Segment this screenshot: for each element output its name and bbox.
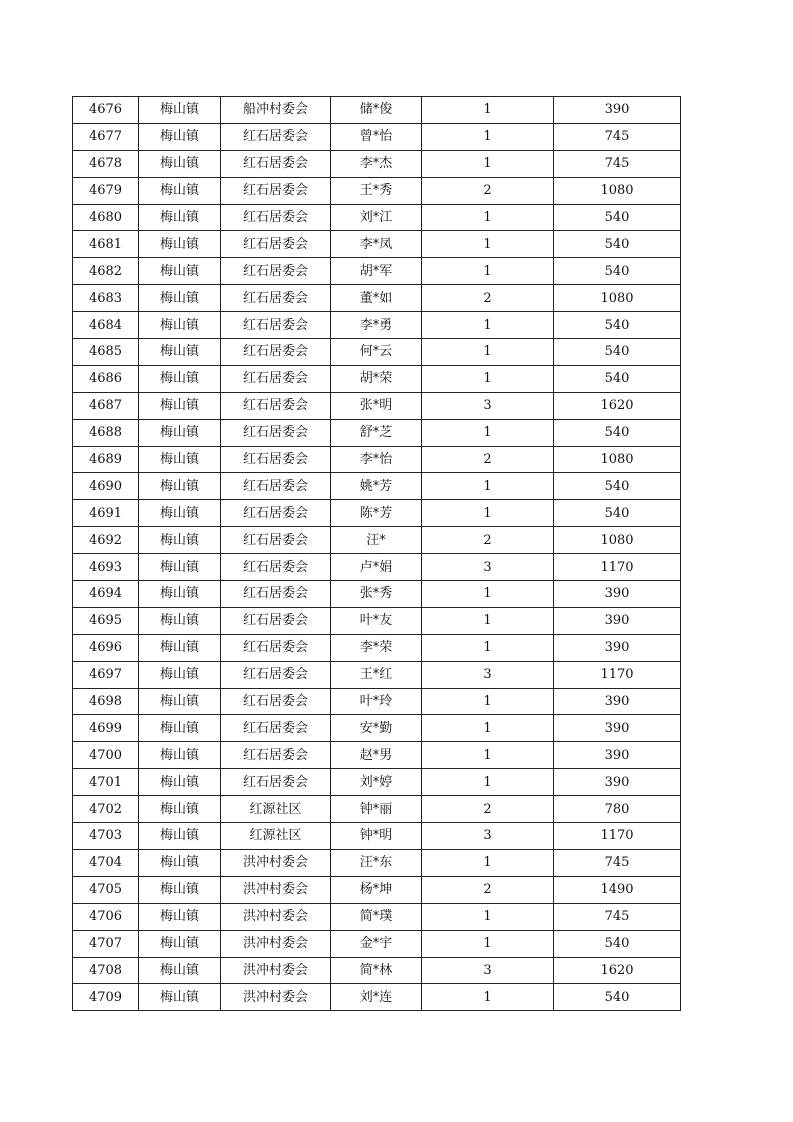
table-row	[73, 688, 681, 715]
count-cell: 3	[422, 823, 554, 850]
committee-cell: 红石居委会	[221, 554, 331, 581]
amount-cell: 1080	[554, 527, 681, 554]
record-id-cell: 4683	[73, 285, 139, 312]
table-row	[73, 177, 681, 204]
amount-cell: 1170	[554, 661, 681, 688]
town-cell: 梅山镇	[139, 500, 221, 527]
table-row	[73, 150, 681, 177]
amount-cell: 745	[554, 150, 681, 177]
record-id-cell: 4698	[73, 688, 139, 715]
town-cell: 梅山镇	[139, 634, 221, 661]
table-row	[73, 957, 681, 984]
count-cell: 1	[422, 258, 554, 285]
committee-cell: 红石居委会	[221, 527, 331, 554]
amount-cell: 540	[554, 419, 681, 446]
name-cell: 汪*东	[331, 849, 422, 876]
count-cell: 1	[422, 419, 554, 446]
town-cell: 梅山镇	[139, 419, 221, 446]
table-row	[73, 984, 681, 1011]
amount-cell: 780	[554, 796, 681, 823]
records-table-body	[73, 97, 681, 1011]
record-id-cell: 4708	[73, 957, 139, 984]
amount-cell: 1080	[554, 177, 681, 204]
amount-cell: 390	[554, 581, 681, 608]
name-cell: 张*秀	[331, 581, 422, 608]
town-cell: 梅山镇	[139, 150, 221, 177]
record-id-cell: 4684	[73, 312, 139, 339]
committee-cell: 红石居委会	[221, 715, 331, 742]
record-id-cell: 4699	[73, 715, 139, 742]
count-cell: 1	[422, 849, 554, 876]
town-cell: 梅山镇	[139, 581, 221, 608]
town-cell: 梅山镇	[139, 688, 221, 715]
amount-cell: 540	[554, 500, 681, 527]
town-cell: 梅山镇	[139, 204, 221, 231]
count-cell: 1	[422, 339, 554, 366]
committee-cell: 红石居委会	[221, 150, 331, 177]
count-cell: 1	[422, 930, 554, 957]
name-cell: 李*杰	[331, 150, 422, 177]
record-id-cell: 4676	[73, 97, 139, 124]
table-row	[73, 446, 681, 473]
count-cell: 1	[422, 742, 554, 769]
committee-cell: 红石居委会	[221, 392, 331, 419]
table-row	[73, 123, 681, 150]
count-cell: 1	[422, 984, 554, 1011]
town-cell: 梅山镇	[139, 392, 221, 419]
committee-cell: 红石居委会	[221, 365, 331, 392]
town-cell: 梅山镇	[139, 715, 221, 742]
town-cell: 梅山镇	[139, 903, 221, 930]
committee-cell: 洪冲村委会	[221, 849, 331, 876]
count-cell: 1	[422, 581, 554, 608]
table-row	[73, 903, 681, 930]
amount-cell: 745	[554, 849, 681, 876]
table-row	[73, 527, 681, 554]
table-row	[73, 365, 681, 392]
committee-cell: 红石居委会	[221, 661, 331, 688]
count-cell: 3	[422, 392, 554, 419]
amount-cell: 540	[554, 473, 681, 500]
amount-cell: 540	[554, 258, 681, 285]
record-id-cell: 4695	[73, 607, 139, 634]
name-cell: 张*明	[331, 392, 422, 419]
table-row	[73, 231, 681, 258]
table-row	[73, 849, 681, 876]
amount-cell: 540	[554, 984, 681, 1011]
town-cell: 梅山镇	[139, 285, 221, 312]
committee-cell: 洪冲村委会	[221, 876, 331, 903]
town-cell: 梅山镇	[139, 123, 221, 150]
amount-cell: 1620	[554, 392, 681, 419]
town-cell: 梅山镇	[139, 527, 221, 554]
name-cell: 李*荣	[331, 634, 422, 661]
name-cell: 汪*	[331, 527, 422, 554]
count-cell: 2	[422, 177, 554, 204]
table-row	[73, 581, 681, 608]
record-id-cell: 4707	[73, 930, 139, 957]
table-row	[73, 607, 681, 634]
committee-cell: 红石居委会	[221, 500, 331, 527]
record-id-cell: 4682	[73, 258, 139, 285]
table-row	[73, 823, 681, 850]
count-cell: 1	[422, 231, 554, 258]
town-cell: 梅山镇	[139, 984, 221, 1011]
town-cell: 梅山镇	[139, 339, 221, 366]
name-cell: 刘*江	[331, 204, 422, 231]
town-cell: 梅山镇	[139, 930, 221, 957]
name-cell: 叶*友	[331, 607, 422, 634]
committee-cell: 红源社区	[221, 796, 331, 823]
committee-cell: 红石居委会	[221, 177, 331, 204]
name-cell: 赵*男	[331, 742, 422, 769]
record-id-cell: 4688	[73, 419, 139, 446]
name-cell: 金*宇	[331, 930, 422, 957]
name-cell: 刘*连	[331, 984, 422, 1011]
committee-cell: 红石居委会	[221, 419, 331, 446]
name-cell: 舒*芝	[331, 419, 422, 446]
committee-cell: 洪冲村委会	[221, 984, 331, 1011]
name-cell: 杨*坤	[331, 876, 422, 903]
amount-cell: 1170	[554, 554, 681, 581]
committee-cell: 红石居委会	[221, 285, 331, 312]
committee-cell: 红石居委会	[221, 688, 331, 715]
count-cell: 2	[422, 876, 554, 903]
committee-cell: 红石居委会	[221, 231, 331, 258]
name-cell: 钟*明	[331, 823, 422, 850]
committee-cell: 红石居委会	[221, 742, 331, 769]
record-id-cell: 4701	[73, 769, 139, 796]
amount-cell: 1620	[554, 957, 681, 984]
record-id-cell: 4702	[73, 796, 139, 823]
count-cell: 1	[422, 123, 554, 150]
committee-cell: 红石居委会	[221, 634, 331, 661]
amount-cell: 1080	[554, 446, 681, 473]
committee-cell: 红石居委会	[221, 607, 331, 634]
record-id-cell: 4697	[73, 661, 139, 688]
amount-cell: 390	[554, 715, 681, 742]
record-id-cell: 4678	[73, 150, 139, 177]
count-cell: 3	[422, 661, 554, 688]
town-cell: 梅山镇	[139, 769, 221, 796]
amount-cell: 540	[554, 930, 681, 957]
count-cell: 1	[422, 500, 554, 527]
record-id-cell: 4696	[73, 634, 139, 661]
committee-cell: 红石居委会	[221, 258, 331, 285]
count-cell: 2	[422, 796, 554, 823]
name-cell: 何*云	[331, 339, 422, 366]
count-cell: 1	[422, 473, 554, 500]
count-cell: 1	[422, 715, 554, 742]
count-cell: 1	[422, 365, 554, 392]
committee-cell: 红石居委会	[221, 123, 331, 150]
table-row	[73, 204, 681, 231]
town-cell: 梅山镇	[139, 473, 221, 500]
amount-cell: 540	[554, 312, 681, 339]
name-cell: 陈*芳	[331, 500, 422, 527]
amount-cell: 390	[554, 688, 681, 715]
record-id-cell: 4709	[73, 984, 139, 1011]
town-cell: 梅山镇	[139, 796, 221, 823]
records-table	[72, 96, 681, 1011]
name-cell: 李*怡	[331, 446, 422, 473]
count-cell: 1	[422, 312, 554, 339]
town-cell: 梅山镇	[139, 957, 221, 984]
amount-cell: 390	[554, 769, 681, 796]
name-cell: 李*勇	[331, 312, 422, 339]
amount-cell: 540	[554, 365, 681, 392]
table-row	[73, 796, 681, 823]
committee-cell: 洪冲村委会	[221, 930, 331, 957]
count-cell: 1	[422, 97, 554, 124]
committee-cell: 红石居委会	[221, 312, 331, 339]
amount-cell: 390	[554, 97, 681, 124]
amount-cell: 390	[554, 607, 681, 634]
count-cell: 1	[422, 634, 554, 661]
table-row	[73, 285, 681, 312]
record-id-cell: 4686	[73, 365, 139, 392]
amount-cell: 745	[554, 123, 681, 150]
name-cell: 叶*玲	[331, 688, 422, 715]
amount-cell: 390	[554, 742, 681, 769]
town-cell: 梅山镇	[139, 607, 221, 634]
table-row	[73, 930, 681, 957]
record-id-cell: 4687	[73, 392, 139, 419]
record-id-cell: 4685	[73, 339, 139, 366]
name-cell: 钟*丽	[331, 796, 422, 823]
committee-cell: 红石居委会	[221, 446, 331, 473]
table-row	[73, 339, 681, 366]
count-cell: 1	[422, 204, 554, 231]
table-row	[73, 419, 681, 446]
committee-cell: 红石居委会	[221, 473, 331, 500]
name-cell: 胡*荣	[331, 365, 422, 392]
record-id-cell: 4693	[73, 554, 139, 581]
name-cell: 安*勤	[331, 715, 422, 742]
table-row	[73, 554, 681, 581]
committee-cell: 红石居委会	[221, 339, 331, 366]
name-cell: 胡*军	[331, 258, 422, 285]
town-cell: 梅山镇	[139, 823, 221, 850]
record-id-cell: 4694	[73, 581, 139, 608]
name-cell: 王*红	[331, 661, 422, 688]
town-cell: 梅山镇	[139, 312, 221, 339]
table-row	[73, 97, 681, 124]
table-row	[73, 742, 681, 769]
record-id-cell: 4681	[73, 231, 139, 258]
name-cell: 李*凤	[331, 231, 422, 258]
table-row	[73, 473, 681, 500]
amount-cell: 540	[554, 204, 681, 231]
committee-cell: 红源社区	[221, 823, 331, 850]
table-row	[73, 392, 681, 419]
amount-cell: 390	[554, 634, 681, 661]
town-cell: 梅山镇	[139, 446, 221, 473]
committee-cell: 船冲村委会	[221, 97, 331, 124]
town-cell: 梅山镇	[139, 365, 221, 392]
committee-cell: 红石居委会	[221, 204, 331, 231]
town-cell: 梅山镇	[139, 661, 221, 688]
table-row	[73, 661, 681, 688]
committee-cell: 洪冲村委会	[221, 957, 331, 984]
table-row	[73, 769, 681, 796]
table-row	[73, 876, 681, 903]
count-cell: 2	[422, 285, 554, 312]
name-cell: 王*秀	[331, 177, 422, 204]
record-id-cell: 4689	[73, 446, 139, 473]
count-cell: 1	[422, 150, 554, 177]
record-id-cell: 4690	[73, 473, 139, 500]
count-cell: 2	[422, 527, 554, 554]
committee-cell: 红石居委会	[221, 769, 331, 796]
name-cell: 储*俊	[331, 97, 422, 124]
name-cell: 卢*娟	[331, 554, 422, 581]
table-row	[73, 312, 681, 339]
record-id-cell: 4677	[73, 123, 139, 150]
town-cell: 梅山镇	[139, 554, 221, 581]
committee-cell: 红石居委会	[221, 581, 331, 608]
count-cell: 2	[422, 446, 554, 473]
town-cell: 梅山镇	[139, 177, 221, 204]
committee-cell: 洪冲村委会	[221, 903, 331, 930]
count-cell: 1	[422, 688, 554, 715]
table-row	[73, 258, 681, 285]
record-id-cell: 4679	[73, 177, 139, 204]
record-id-cell: 4680	[73, 204, 139, 231]
amount-cell: 1170	[554, 823, 681, 850]
town-cell: 梅山镇	[139, 876, 221, 903]
record-id-cell: 4706	[73, 903, 139, 930]
count-cell: 3	[422, 957, 554, 984]
amount-cell: 1080	[554, 285, 681, 312]
table-row	[73, 500, 681, 527]
amount-cell: 1490	[554, 876, 681, 903]
name-cell: 姚*芳	[331, 473, 422, 500]
count-cell: 1	[422, 607, 554, 634]
record-id-cell: 4700	[73, 742, 139, 769]
count-cell: 3	[422, 554, 554, 581]
town-cell: 梅山镇	[139, 97, 221, 124]
amount-cell: 540	[554, 231, 681, 258]
amount-cell: 540	[554, 339, 681, 366]
record-id-cell: 4705	[73, 876, 139, 903]
name-cell: 简*林	[331, 957, 422, 984]
record-id-cell: 4692	[73, 527, 139, 554]
record-id-cell: 4704	[73, 849, 139, 876]
town-cell: 梅山镇	[139, 742, 221, 769]
record-id-cell: 4703	[73, 823, 139, 850]
count-cell: 1	[422, 769, 554, 796]
name-cell: 刘*婷	[331, 769, 422, 796]
count-cell: 1	[422, 903, 554, 930]
amount-cell: 745	[554, 903, 681, 930]
town-cell: 梅山镇	[139, 231, 221, 258]
record-id-cell: 4691	[73, 500, 139, 527]
town-cell: 梅山镇	[139, 258, 221, 285]
table-row	[73, 634, 681, 661]
name-cell: 简*璞	[331, 903, 422, 930]
name-cell: 曾*怡	[331, 123, 422, 150]
table-row	[73, 715, 681, 742]
name-cell: 董*如	[331, 285, 422, 312]
town-cell: 梅山镇	[139, 849, 221, 876]
